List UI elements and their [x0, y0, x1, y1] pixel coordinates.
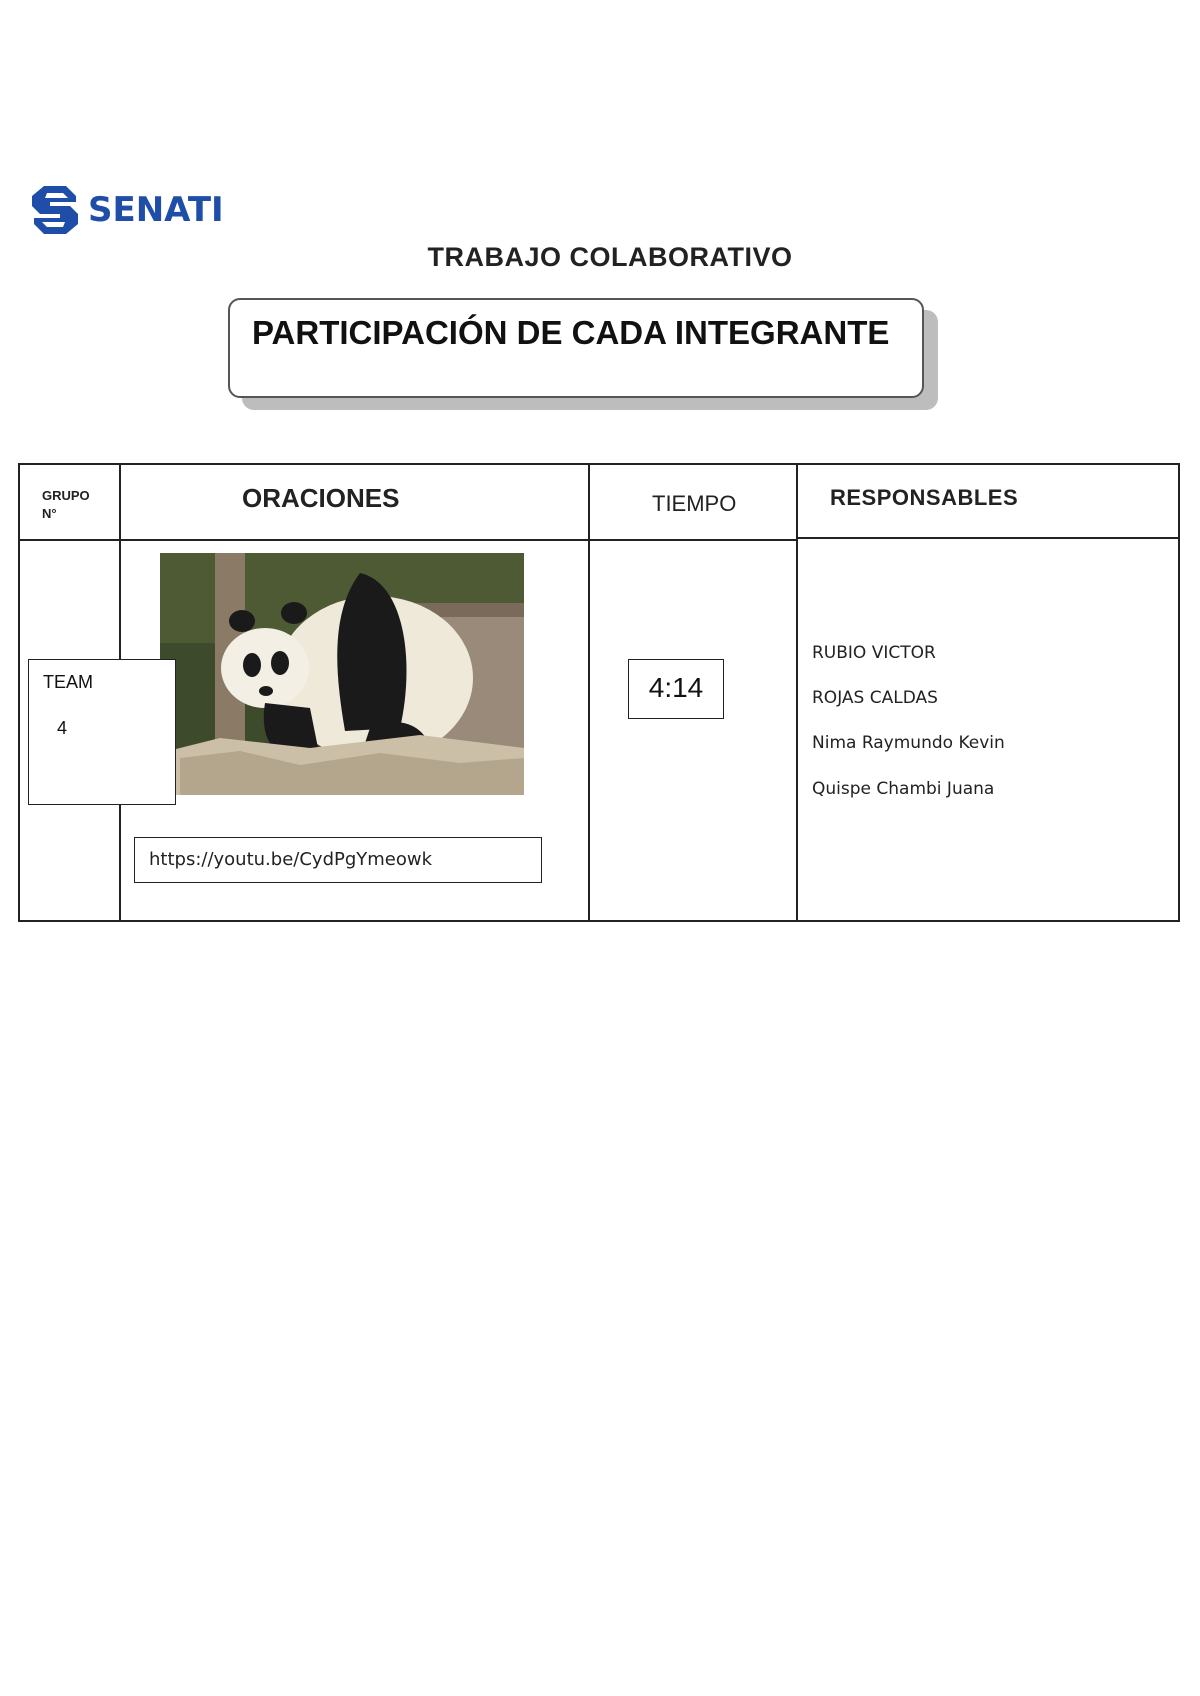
responsable-item: RUBIO VICTOR — [812, 643, 936, 663]
video-link-box[interactable] — [134, 837, 542, 883]
time-box — [628, 659, 724, 719]
document-title: TRABAJO COLABORATIVO — [427, 242, 793, 272]
header-grupo — [42, 487, 90, 523]
team-box — [28, 659, 176, 805]
header-grupo-line1: GRUPO — [42, 488, 90, 503]
team-label: TEAM — [43, 672, 94, 692]
responsable-item: Nima Raymundo Kevin — [812, 733, 1005, 753]
header-row-divider — [796, 537, 1178, 539]
senati-logo — [30, 182, 224, 238]
column-divider — [796, 465, 798, 920]
banner-title: PARTICIPACIÓN DE CADA INTEGRANTE — [252, 314, 890, 351]
team-number: 4 — [57, 718, 68, 738]
header-tiempo: TIEMPO — [652, 491, 737, 516]
time-value: 4:14 — [648, 672, 704, 703]
responsable-item: Quispe Chambi Juana — [812, 779, 995, 799]
banner-box — [228, 298, 924, 398]
senati-logo-mark-icon — [30, 182, 80, 238]
header-responsables: RESPONSABLES — [830, 485, 1019, 510]
participation-table — [18, 463, 1180, 922]
responsable-item: ROJAS CALDAS — [812, 688, 938, 708]
header-grupo-line2: N° — [42, 506, 57, 521]
video-link[interactable]: https://youtu.be/CydPgYmeowk — [149, 849, 433, 870]
column-divider — [588, 465, 590, 920]
panda-photo — [160, 553, 524, 795]
logo-text: SENATI — [88, 190, 224, 230]
header-row-divider — [20, 539, 796, 541]
header-oraciones: ORACIONES — [242, 483, 400, 513]
